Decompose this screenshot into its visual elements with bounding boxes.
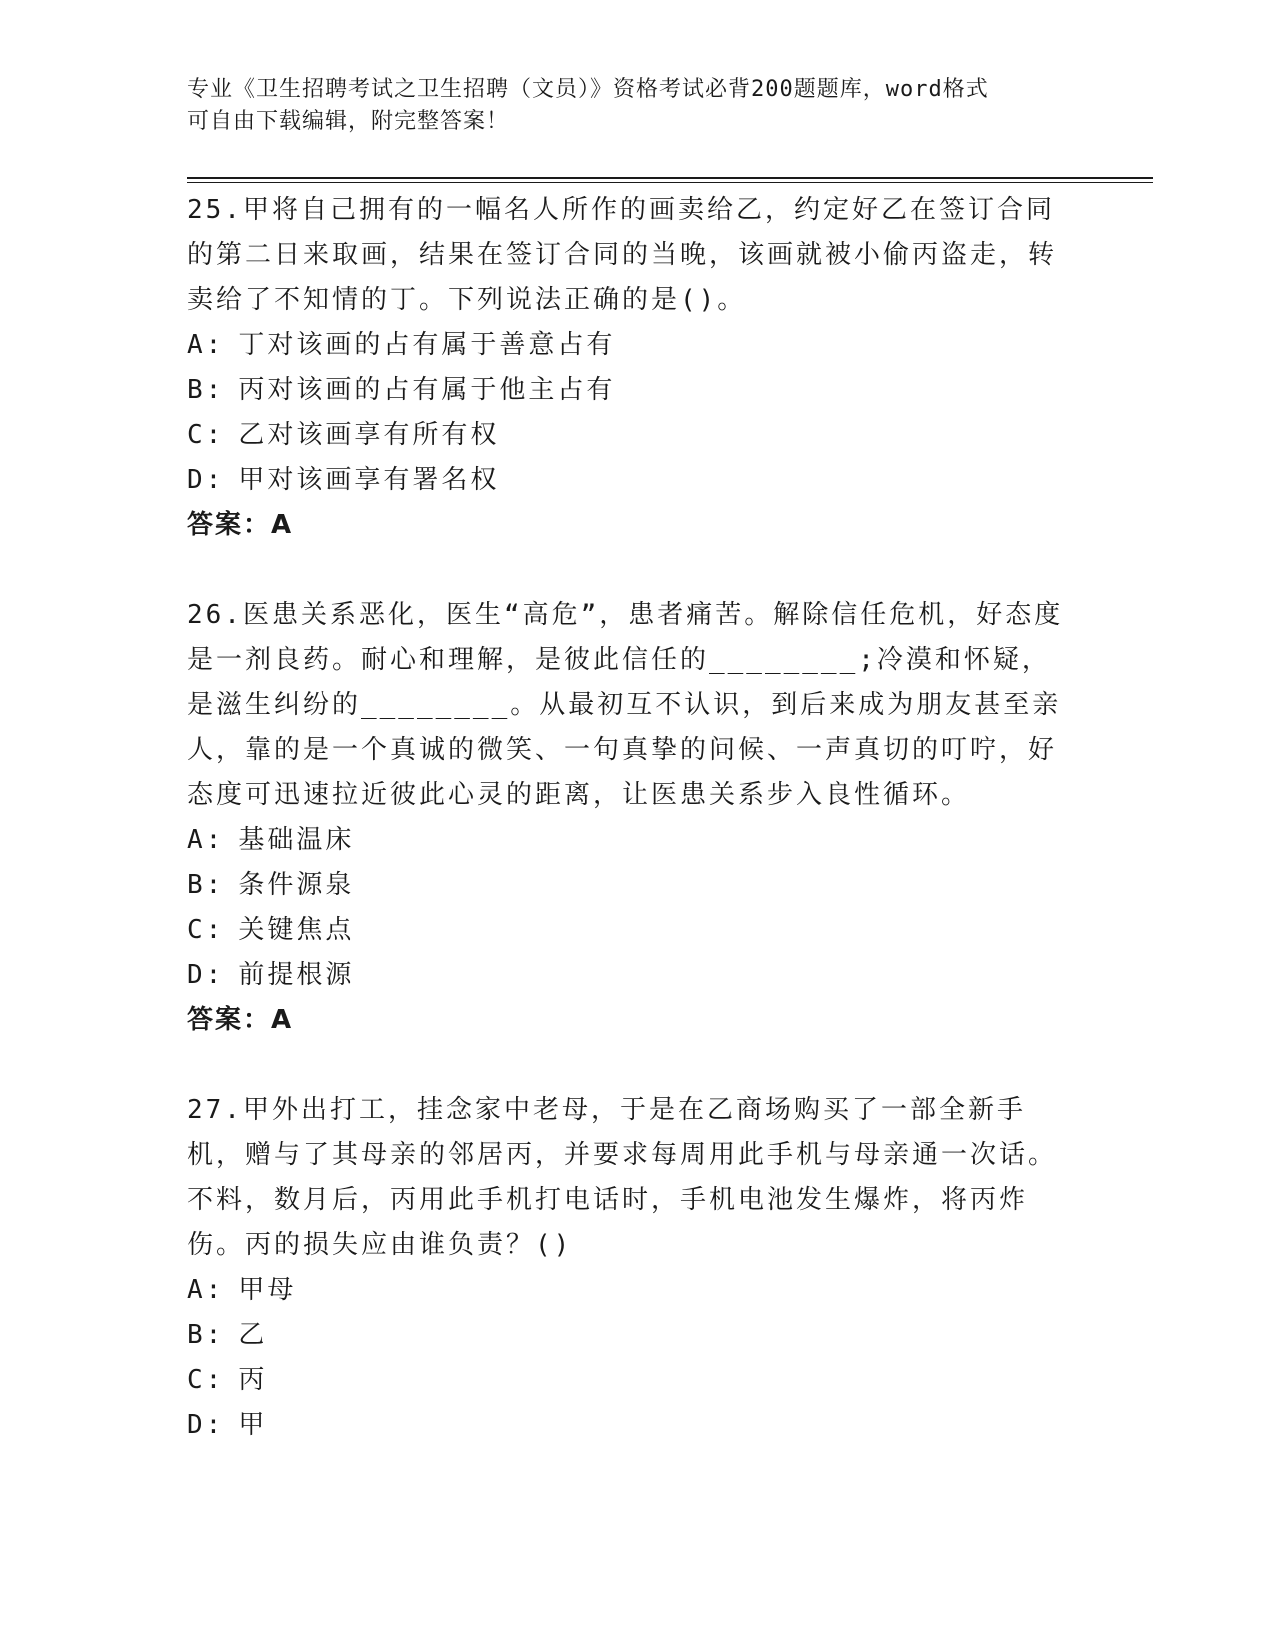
question-spacer: [187, 1043, 1067, 1088]
option-text: 甲: [238, 1410, 268, 1440]
question-stem: 27.甲外出打工，挂念家中老母，于是在乙商场购买了一部全新手机，赠与了其母亲的邻居丙，并要求每周用此手机与母亲通一次话。不料，数月后，丙用此手机打电话时，手机电池发生爆炸，将丙炸伤。丙的损失应由谁负责？(): [187, 1095, 1058, 1260]
option-b: [187, 1313, 1067, 1358]
option-c: [187, 1358, 1067, 1403]
option-text: 条件源泉: [238, 870, 355, 900]
option-text: 基础温床: [238, 825, 355, 855]
option-a: [187, 818, 1067, 863]
option-letter: D:: [187, 465, 225, 495]
question-27: [187, 1088, 1067, 1448]
option-text: 丙对该画的占有属于他主占有: [238, 375, 616, 405]
option-text: 乙对该画享有所有权: [238, 420, 500, 450]
option-a: [187, 1268, 1067, 1313]
option-d: [187, 953, 1067, 998]
answer-line: 答案：A: [187, 510, 294, 540]
question-stem: 25.甲将自己拥有的一幅名人所作的画卖给乙，约定好乙在签订合同的第二日来取画，结果在签订合同的当晚，该画就被小偷丙盗走，转卖给了不知情的丁。下列说法正确的是()。: [187, 195, 1058, 315]
option-letter: A:: [187, 825, 225, 855]
option-text: 丁对该画的占有属于善意占有: [238, 330, 616, 360]
option-letter: C:: [187, 1365, 225, 1395]
option-d: [187, 1403, 1067, 1448]
question-stem: 26.医患关系恶化，医生“高危”，患者痛苦。解除信任危机，好态度是一剂良药。耐心和理解，是彼此信任的________;冷漠和怀疑，是滋生纠纷的________。从最初互不认识，到后来成为朋友甚至亲人，靠的是一个真诚的微笑、一句真挚的问候、一声真切的叮咛，好态度可迅速拉近彼此心灵的距离，让医患关系步入良性循环。: [187, 600, 1064, 810]
option-text: 甲母: [238, 1275, 297, 1305]
option-letter: B:: [187, 1320, 225, 1350]
option-b: [187, 368, 1067, 413]
option-letter: C:: [187, 915, 225, 945]
question-25: [187, 188, 1067, 548]
option-a: [187, 323, 1067, 368]
option-letter: A:: [187, 330, 225, 360]
document-header: [187, 74, 1087, 138]
option-b: [187, 863, 1067, 908]
option-text: 乙: [238, 1320, 268, 1350]
question-list: [187, 188, 1067, 1448]
question-spacer: [187, 548, 1067, 593]
option-c: [187, 413, 1067, 458]
option-letter: C:: [187, 420, 225, 450]
header-line-2: 可自由下载编辑，附完整答案！: [187, 109, 510, 134]
option-letter: B:: [187, 870, 225, 900]
option-text: 前提根源: [238, 960, 355, 990]
option-letter: B:: [187, 375, 225, 405]
option-c: [187, 908, 1067, 953]
header-line-1: 专业《卫生招聘考试之卫生招聘（文员）》资格考试必背200题题库，word格式: [187, 77, 989, 102]
answer-line: 答案：A: [187, 1005, 294, 1035]
option-text: 甲对该画享有署名权: [238, 465, 500, 495]
option-letter: A:: [187, 1275, 225, 1305]
question-26: [187, 593, 1067, 1043]
option-letter: D:: [187, 960, 225, 990]
header-divider-thin: [187, 182, 1153, 183]
option-letter: D:: [187, 1410, 225, 1440]
option-text: 关键焦点: [238, 915, 355, 945]
option-d: [187, 458, 1067, 503]
option-text: 丙: [238, 1365, 268, 1395]
header-divider-thick: [187, 177, 1153, 179]
